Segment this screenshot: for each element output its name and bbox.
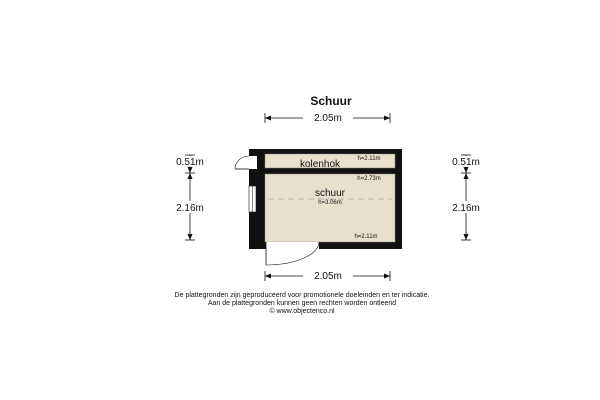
kolenhok-door-opening — [249, 156, 257, 169]
top-dimension — [265, 111, 390, 124]
room-label-kolenhok: kolenhok — [299, 159, 341, 170]
left-lower-label: 2.16m — [176, 203, 204, 214]
right-upper-label: 0.51m — [452, 157, 480, 168]
left-dimension — [168, 155, 212, 240]
schuur-floor — [265, 174, 395, 242]
room-label-schuur: schuur — [314, 188, 346, 199]
left-upper-label: 0.51m — [176, 157, 204, 168]
disclaimer-line-3: © www.objectenco.nl — [269, 308, 335, 315]
kolenhok-door-swing — [235, 156, 249, 169]
height-label-kolenhok: h=2.11m — [357, 156, 381, 162]
disclaimer-line-2: Aan de plattegronden kunnen geen rechten worden ontleend — [207, 300, 397, 307]
bottom-width-label: 2.05m — [314, 271, 342, 282]
plan-title: Schuur — [310, 94, 352, 108]
height-label-schuur-top: h=2.73m — [357, 176, 381, 182]
top-width-label: 2.05m — [314, 113, 342, 124]
bottom-dimension — [265, 269, 390, 282]
right-lower-label: 2.16m — [452, 203, 480, 214]
height-label-schuur-center: h=3.06m — [318, 200, 342, 206]
side-window — [249, 186, 256, 212]
right-dimension — [444, 155, 488, 240]
entrance-door-opening — [266, 242, 319, 249]
height-label-schuur-bottom: h=2.11m — [354, 234, 378, 240]
disclaimer-line-1: De plattegronden zijn geproduceerd voor promotionele doeleinden en ter indicatie. — [174, 292, 430, 299]
